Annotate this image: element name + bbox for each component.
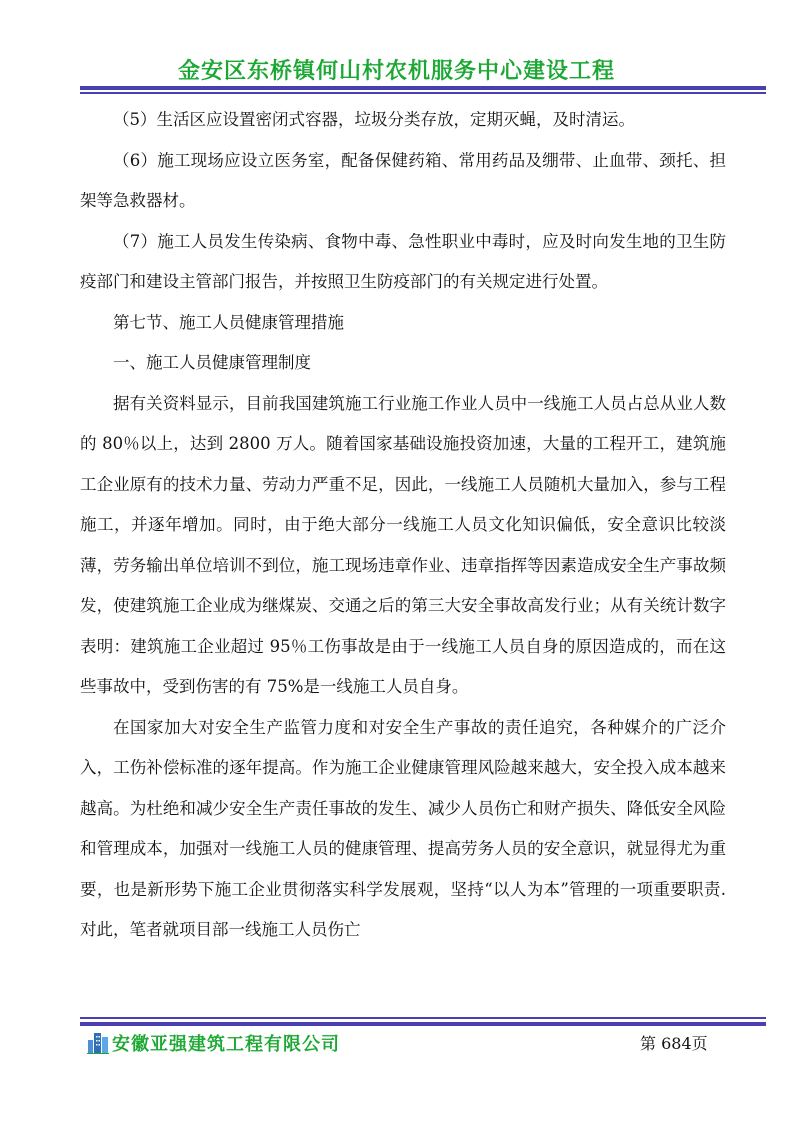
paragraph-item-7: （7）施工人员发生传染病、食物中毒、急性职业中毒时，应及时向发生地的卫生防疫部门和建设主管部门报告，并按照卫生防疫部门的有关规定进行处置。 — [80, 231, 726, 291]
footer-rule-thin — [80, 1017, 766, 1019]
paragraph-item-6: （6）施工现场应设立医务室，配备保健药箱、常用药品及绷带、止血带、颈托、担架等急救器材。 — [80, 150, 726, 210]
subsection-heading: 一、施工人员健康管理制度 — [113, 353, 311, 372]
paragraph-item-5: （5）生活区应设置密闭式容器，垃圾分类存放，定期灭蝇，及时清运。 — [113, 110, 635, 129]
document-body — [80, 100, 726, 951]
header-rule-thick — [80, 86, 766, 90]
page-number: 第 684页 — [640, 1034, 708, 1053]
footer-company-name: 安徽亚强建筑工程有限公司 — [112, 1034, 340, 1055]
footer-rule-thick — [80, 1022, 766, 1026]
paragraph-supervision: 在国家加大对安全生产监管力度和对安全生产事故的责任追究，各种媒介的广泛介入，工伤补偿标准的逐年提高。作为施工企业健康管理风险越来越大，安全投入成本越来越高。为杜绝和减少安全生产责任事故的发生、减少人员伤亡和财产损失、降低安全风险和管理成本，加强对一线施工人员的健康管理、提高劳务人员的安全意识，就显得尤为重要，也是新形势下施工企业贯彻落实科学发展观，坚持“以人为本”管理的一项重要职责. 对此，笔者就项目部一线施工人员伤亡 — [80, 717, 726, 939]
section-heading: 第七节、施工人员健康管理措施 — [113, 312, 344, 332]
building-logo-icon — [87, 1030, 109, 1054]
paragraph-statistics: 据有关资料显示，目前我国建筑施工行业施工作业人员中一线施工人员占总从业人数的 80％以上，达到 2800 万人。随着国家基础设施投资加速，大量的工程开工，建筑施工企业原有的技术力量、劳动力严重不足，因此，一线施工人员随机大量加入，参与工程施工，并逐年增加。同时，由于绝大部分一线施工人员文化知识偏低，安全意识比较淡薄，劳务输出单位培训不到位，施工现场违章作业、违章指挥等因素造成安全生产事故频发，使建筑施工企业成为继煤炭、交通之后的第三大安全事故高发行业；从有关统计数字表明：建筑施工企业超过 95％工伤事故是由于一线施工人员自身的原因造成的，而在这些事故中，受到伤害的有 75%是一线施工人员自身。 — [80, 393, 726, 696]
header-rule-thin — [80, 92, 766, 94]
header-title: 金安区东桥镇何山村农机服务中心建设工程 — [177, 59, 615, 84]
